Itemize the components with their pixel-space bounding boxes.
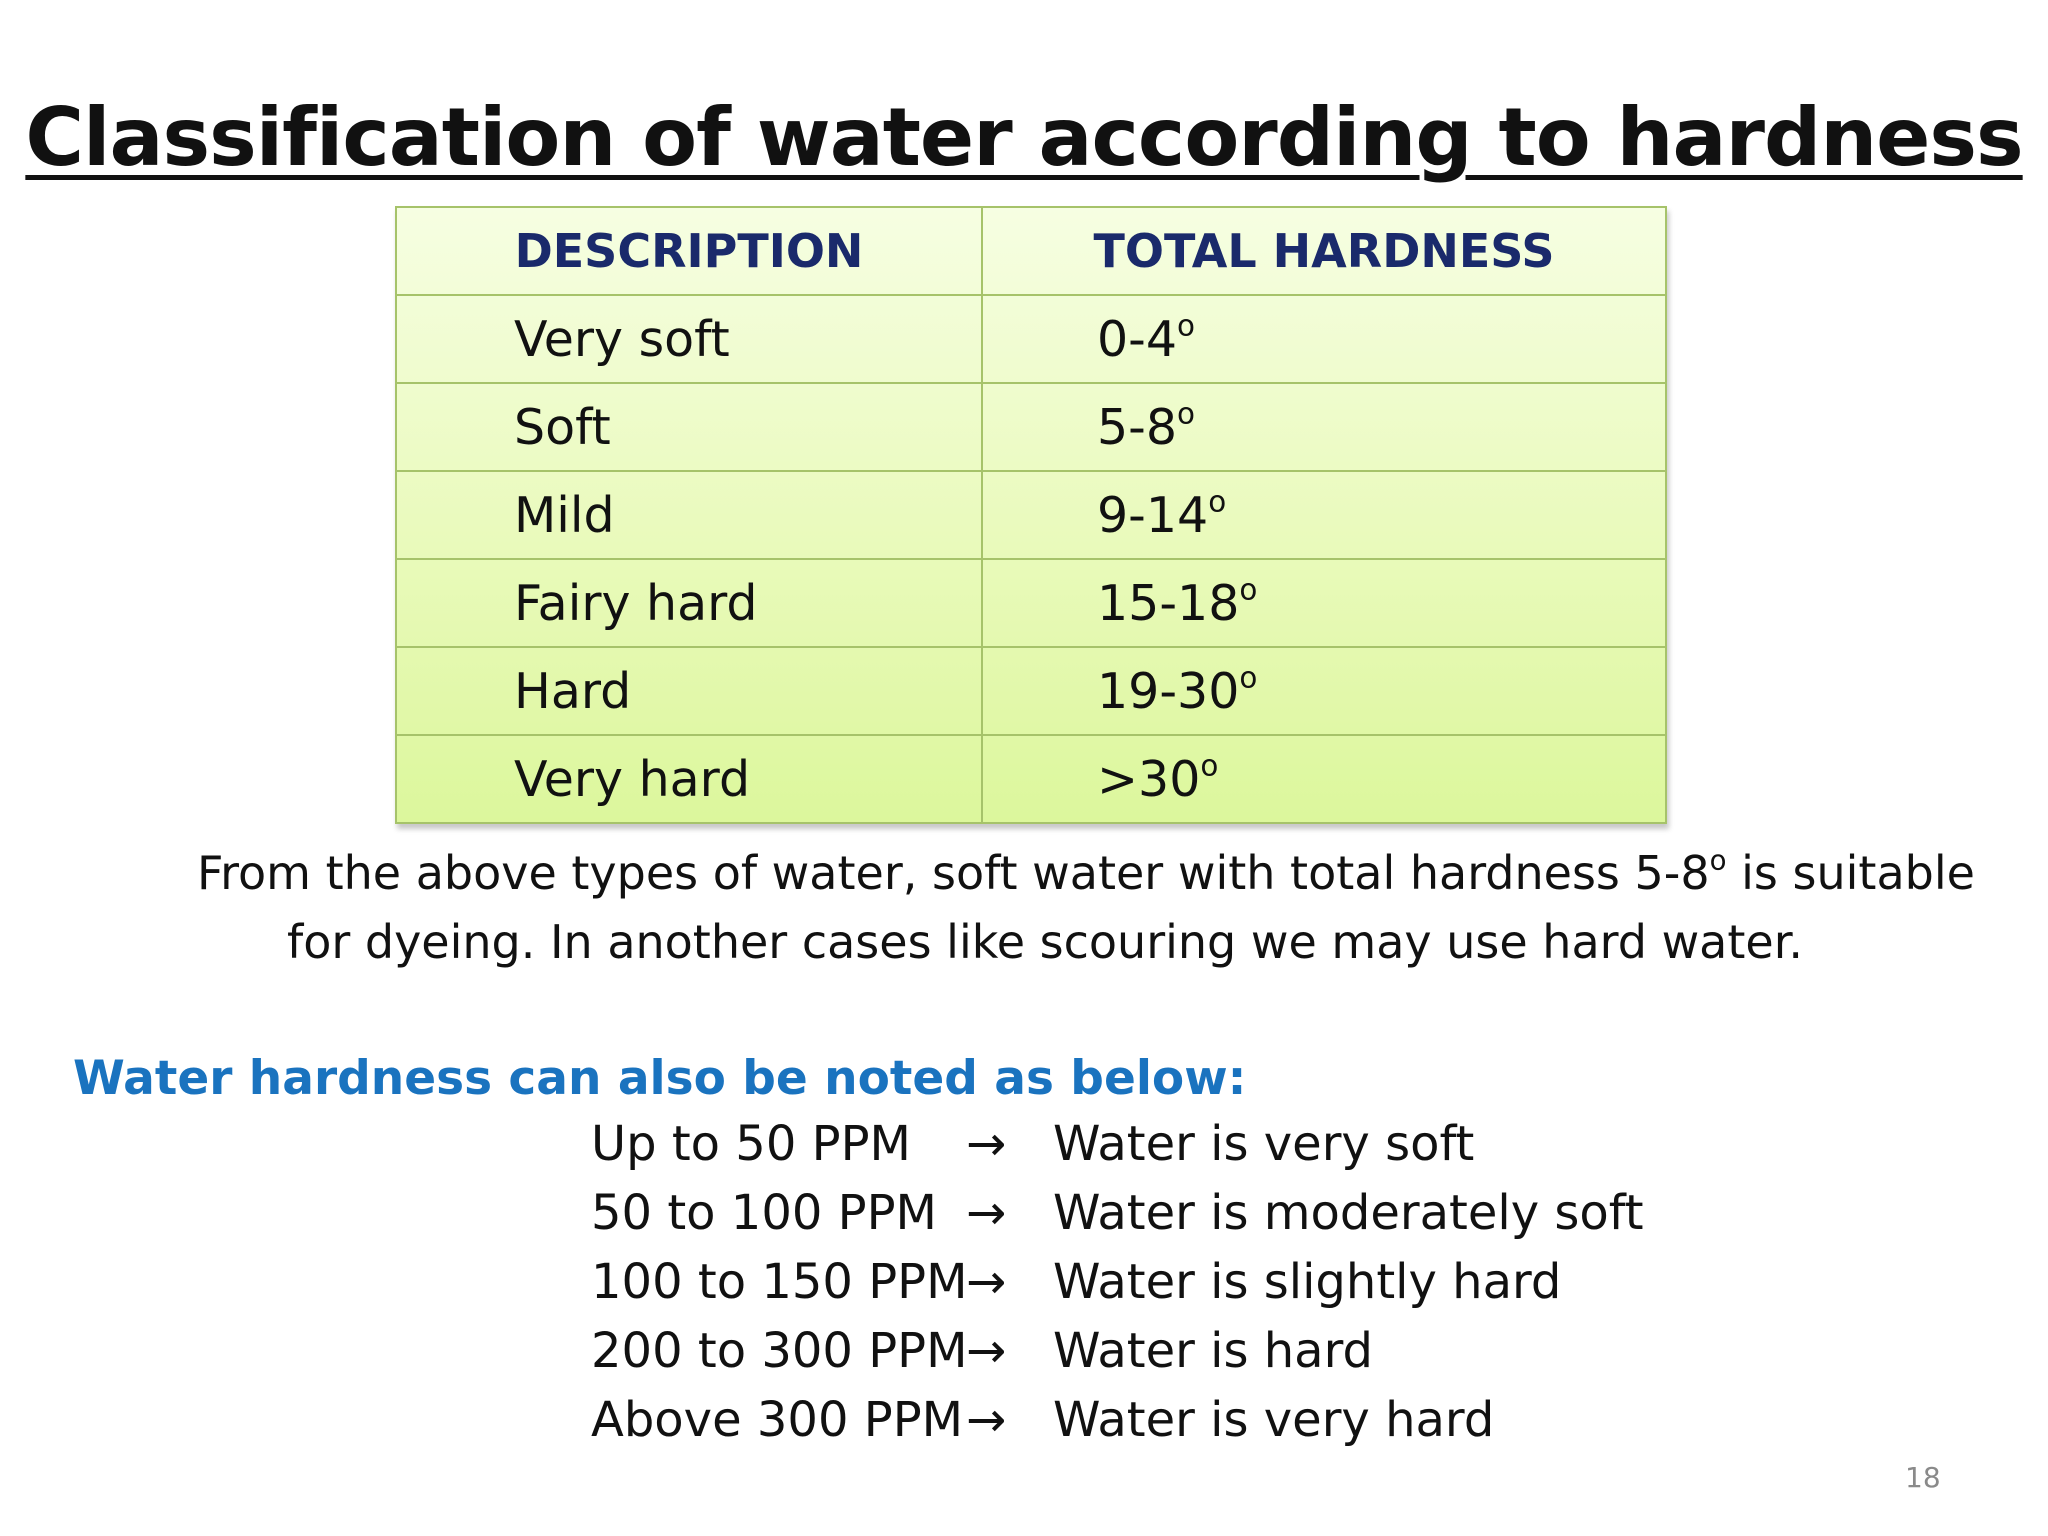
degree-superscript: o [1208, 483, 1227, 518]
note-text: is suitable [1726, 846, 1975, 900]
ppm-range: 50 to 100 PPM [591, 1185, 937, 1241]
cell-description: Mild [396, 471, 982, 559]
cell-total-hardness [982, 295, 1666, 383]
note-line-2: for dyeing. In another cases like scouring we may use hard water. [287, 915, 1804, 969]
table-header-row [396, 207, 1666, 295]
table-row [396, 383, 1666, 471]
arrow-right-icon: → [966, 1392, 1007, 1448]
ppm-result: Water is slightly hard [1053, 1254, 1562, 1310]
degree-superscript: o [1709, 843, 1727, 877]
ppm-result: Water is hard [1053, 1323, 1373, 1379]
hardness-value: 9-14 [1097, 486, 1209, 544]
degree-superscript: o [1177, 307, 1196, 342]
cell-total-hardness [982, 735, 1666, 823]
cell-description: Very soft [396, 295, 982, 383]
hardness-value: 19-30 [1097, 662, 1240, 720]
hardness-value: >30 [1097, 750, 1201, 808]
section-subheading: Water hardness can also be noted as below: [73, 1051, 1247, 1106]
cell-total-hardness [982, 471, 1666, 559]
table-row [396, 735, 1666, 823]
hardness-value: 0-4 [1097, 310, 1178, 368]
hardness-value: 5-8 [1097, 398, 1178, 456]
ppm-result: Water is very soft [1053, 1116, 1475, 1172]
ppm-result: Water is moderately soft [1053, 1185, 1644, 1241]
page-title: Classification of water according to hardness [25, 91, 2023, 184]
cell-total-hardness [982, 383, 1666, 471]
arrow-right-icon: → [966, 1116, 1007, 1172]
arrow-right-icon: → [966, 1185, 1007, 1241]
note-text: From the above types of water, soft water with total hardness 5-8 [197, 846, 1710, 900]
degree-superscript: o [1239, 571, 1258, 606]
degree-superscript: o [1239, 659, 1258, 694]
ppm-range: Above 300 PPM [591, 1392, 964, 1448]
arrow-right-icon: → [966, 1254, 1007, 1310]
table-row [396, 559, 1666, 647]
table-row [396, 471, 1666, 559]
page-number: 18 [1905, 1461, 1941, 1494]
column-header-total-hardness: TOTAL HARDNESS [982, 207, 1666, 295]
cell-description: Soft [396, 383, 982, 471]
table-row [396, 295, 1666, 383]
column-header-description: DESCRIPTION [396, 207, 982, 295]
cell-total-hardness [982, 647, 1666, 735]
ppm-range: Up to 50 PPM [591, 1116, 911, 1172]
cell-description: Fairy hard [396, 559, 982, 647]
cell-description: Very hard [396, 735, 982, 823]
note-line-1 [197, 843, 1975, 900]
degree-superscript: o [1200, 747, 1219, 782]
ppm-range: 100 to 150 PPM [591, 1254, 968, 1310]
cell-description: Hard [396, 647, 982, 735]
cell-total-hardness [982, 559, 1666, 647]
hardness-value: 15-18 [1097, 574, 1240, 632]
table-row [396, 647, 1666, 735]
degree-superscript: o [1177, 395, 1196, 430]
ppm-range: 200 to 300 PPM [591, 1323, 968, 1379]
ppm-result: Water is very hard [1053, 1392, 1495, 1448]
arrow-right-icon: → [966, 1323, 1007, 1379]
hardness-table [395, 206, 1667, 824]
